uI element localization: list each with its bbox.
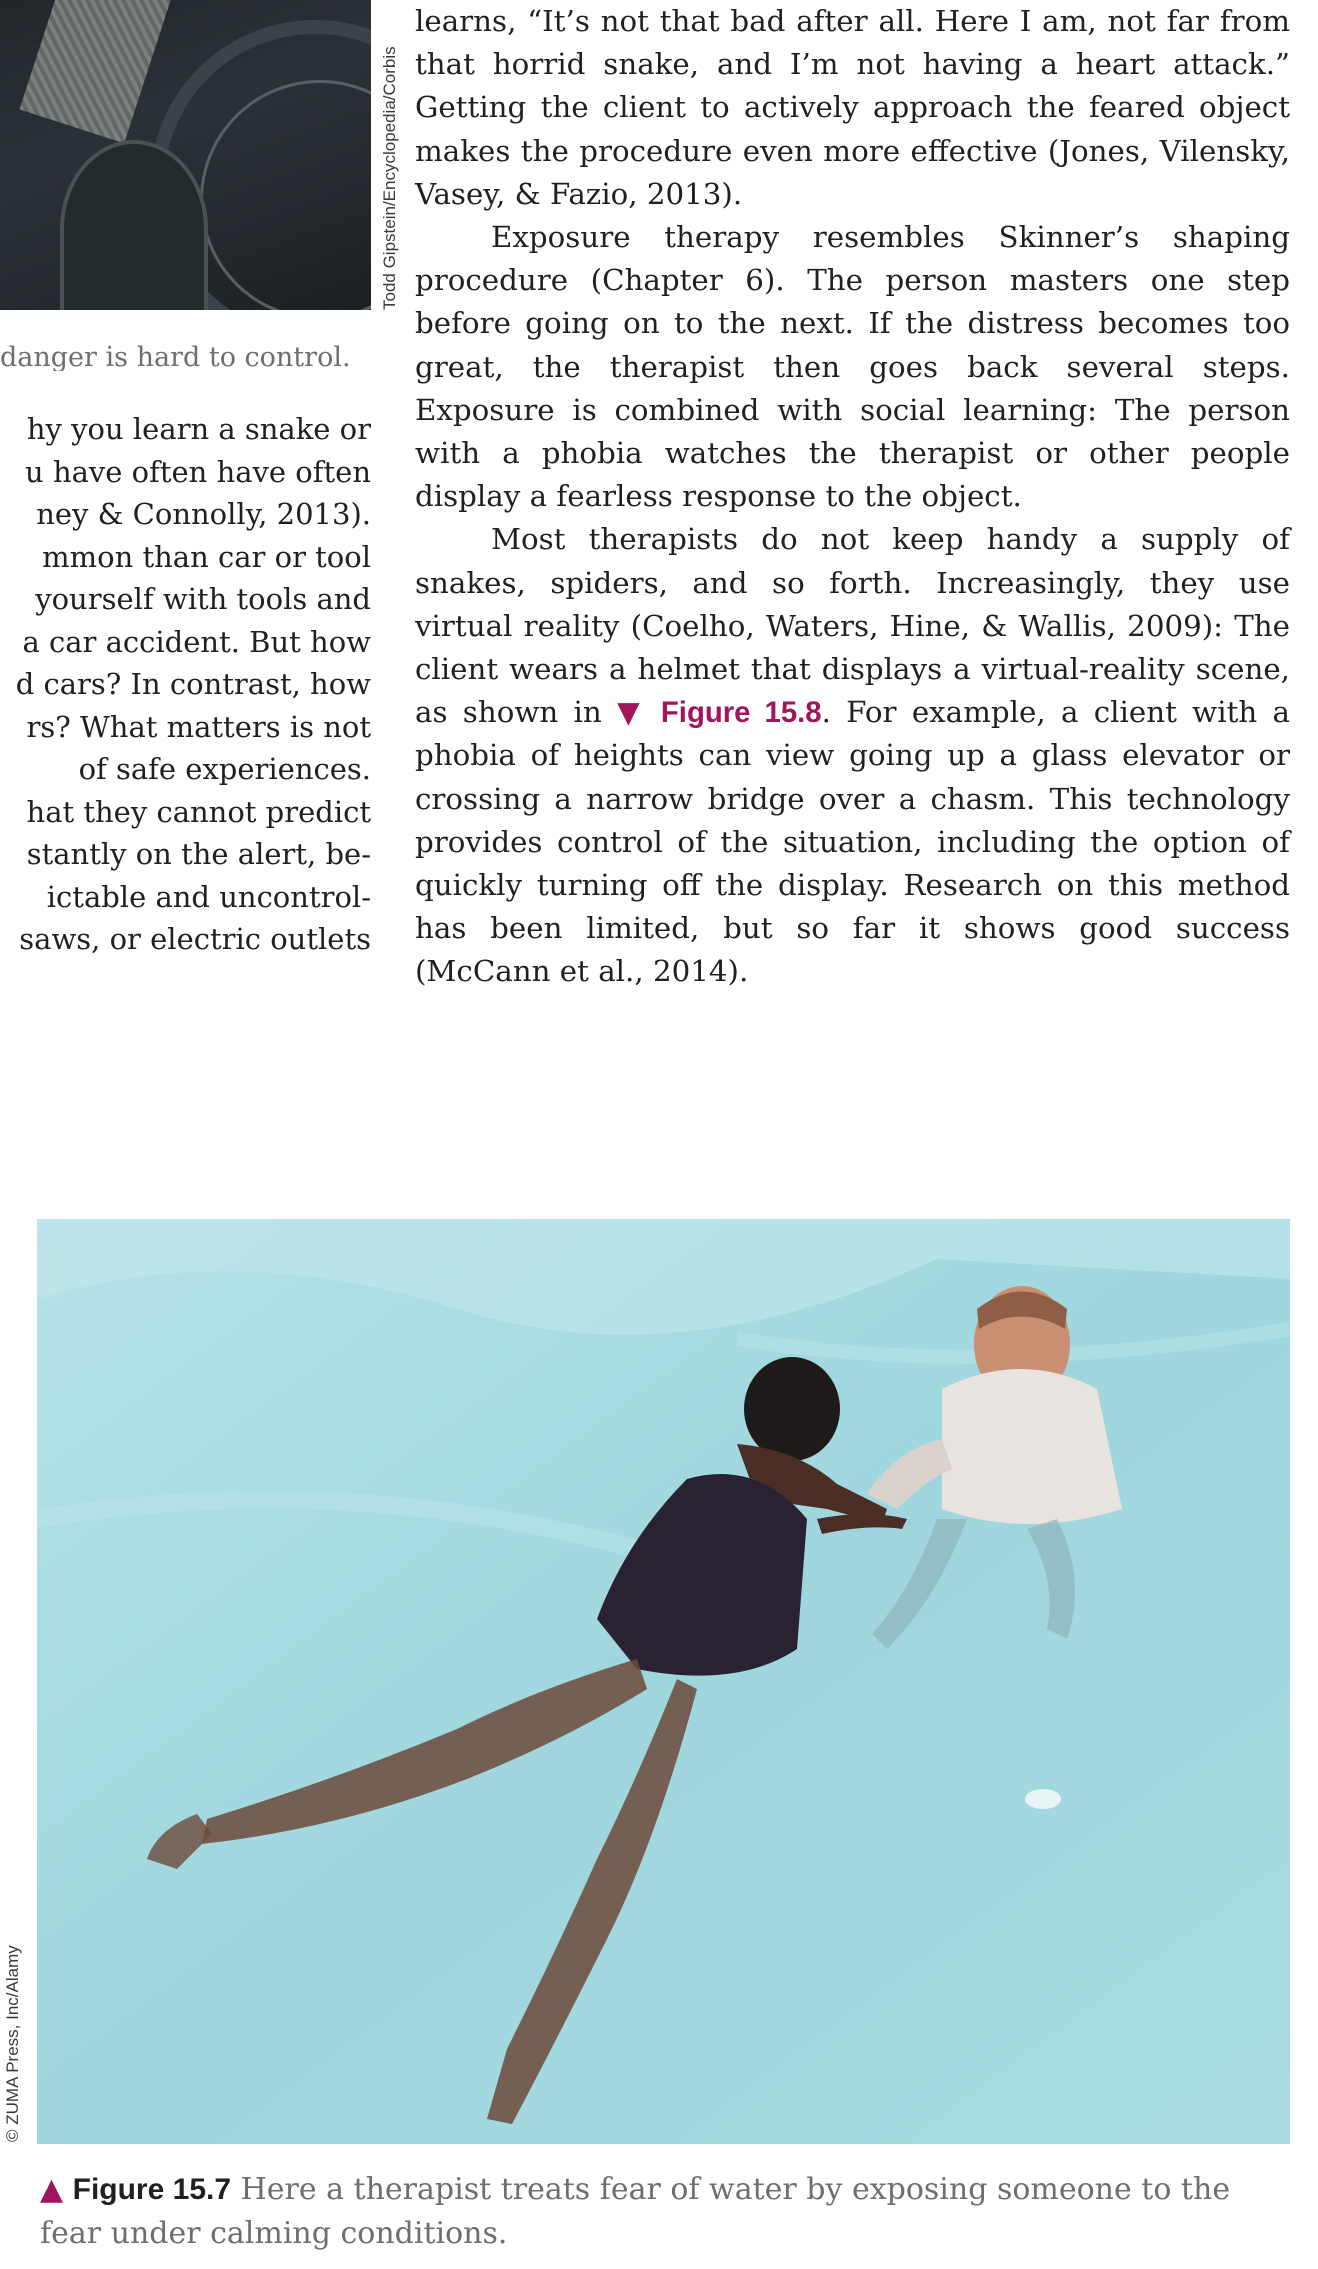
pool-scene [37,1219,1290,2144]
figure-down-arrow-icon: ▼ [617,695,646,730]
photo-structure [60,140,208,310]
figure-15-7-photo [37,1219,1290,2144]
left-line: u have often have often [25,454,371,489]
client-head [744,1357,840,1461]
left-line: hy you learn a snake or [26,412,371,446]
left-line: mmon than car or tool [42,539,371,574]
left-line: hat they cannot predict [26,794,371,829]
aerial-photo [0,0,371,310]
figure-caption-text: Here a therapist treats fear of water by exposing someone to the fear under calming conditions. [40,2172,1231,2251]
left-line: stantly on the alert, be- [26,837,371,871]
previous-caption-fragment [0,344,371,371]
figure-up-arrow-icon: ▲ [40,2172,64,2207]
photo-roof-shape [20,0,171,143]
left-line: saws, or electric outlets [19,922,371,956]
left-line: ictable and uncontrol- [46,879,371,914]
figure-15-8-link[interactable]: Figure 15.8 [660,696,822,730]
photo-credit-main: © ZUMA Press, Inc/Alamy [3,1945,22,2142]
paragraph-vr-text-end: . For example, a client with a phobia of heights can view going up a glass elevator or crossing a narrow bridge over a chasm. This technology provides control of the situation, including the option of quickly turning off the display. Research on this method has been limited, but so far it shows good success (McCann et al., 2014). [415,695,1290,989]
photo-credit-top: Todd Gipstein/Encyclopedia/Corbis [380,46,399,310]
left-line: yourself with tools and [35,582,371,616]
left-column [0,408,371,961]
paragraph-shaping: Exposure therapy resembles Skinner’s shaping procedure (Chapter 6). The person masters one step before going on to the next. If the distress becomes too great, the therapist then goes back several steps. Exposure is combined with social learning: The person with a phobia watches the therapist or other people display a fearless response to the object. [415,220,1290,514]
left-line: a car accident. But how [22,624,371,659]
figure-caption [40,2168,1290,2256]
therapist-shirt [942,1369,1122,1524]
left-line: ney & Connolly, 2013). [36,497,371,531]
paragraph-exposure-continued: learns, “It’s not that bad after all. Here I am, not far from that horrid snake, and I’m not having a heart attack.” Getting the client to actively approach the feared object makes the procedure even more effective (Jones, Vilensky, Vasey, & Fazio, 2013). [415,4,1290,211]
figure-label: Figure 15.7 [72,2173,232,2206]
left-line: rs? What matters is not [26,709,371,744]
previous-caption-text: danger is hard to control. [0,344,351,371]
right-column [415,0,1290,994]
paragraph-virtual-reality [415,518,1290,993]
left-line: d cars? In contrast, how [15,667,371,701]
paragraph-vr-text-start: Most therapists do not keep handy a supply of snakes, spiders, and so forth. Increasingly, they use virtual reality (Coelho, Waters, Hine, & Wallis, 2009): The client wears a helmet that displays a virtual-reality scene, as shown in [415,522,1290,730]
left-line: of safe experiences. [78,752,371,786]
